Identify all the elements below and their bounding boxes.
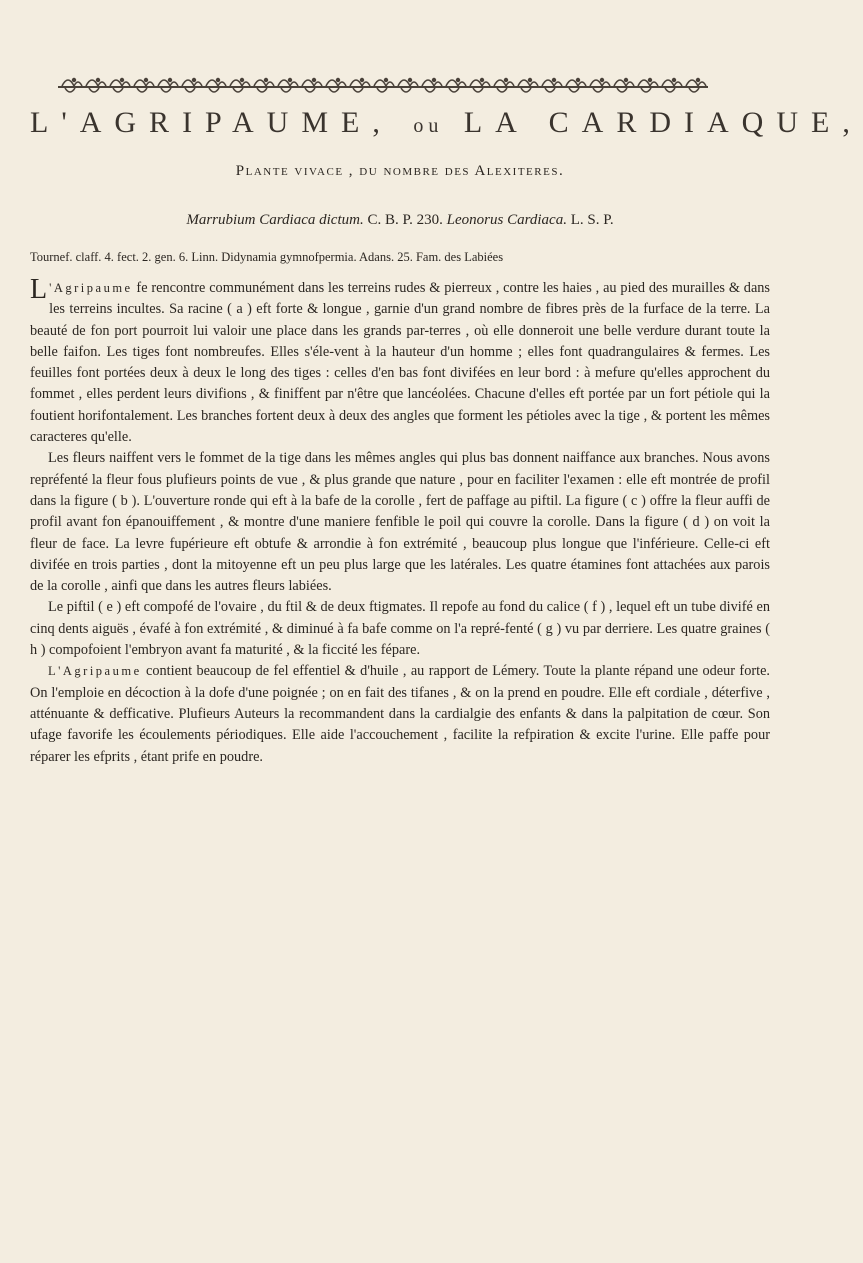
ornament-dot [696,78,700,82]
ornament-dot [528,78,532,82]
ornament-dot [600,78,604,82]
ornament-dot [312,78,316,82]
classification-line: Tournef. claff. 4. fect. 2. gen. 6. Linn. Didynamia gymnofpermia. Adans. 25. Fam. des Labiées [30,250,504,264]
lead-word: 'Agripaume [49,281,133,295]
ornament-dot [96,78,100,82]
ornament-dot [72,78,76,82]
ornament-dot [360,78,364,82]
drop-cap: L [30,274,48,305]
synonym-line [0,212,800,229]
ornament-dot [408,78,412,82]
paragraph-1 [30,274,770,448]
ornament-dot [504,78,508,82]
lead-word-2: L'Agripaume [48,664,142,679]
page-title [30,106,863,140]
ornament-dot [336,78,340,82]
ornament-dot [192,78,196,82]
body-text [30,274,770,768]
paragraph-2: Les fleurs naiffent vers le fommet de la tige dans les mêmes angles qui plus bas donnent naiffance aux branches. Nous avons repréfenté la fleur fous plufieurs points de vue , & plus grande que nature , pour en faciliter l'examen : elle eft montrée de profil dans la figure ( b ). L'ouverture ronde qui eft à la bafe de la corolle , fert de paffage au piftil. La figure ( c ) offre la fleur auffi de profil avant fon épanouiffement , & montre d'une maniere fenfible le poil qui couvre la corolle. Dans la figure ( d ) on voit la fleur de face. La levre fupérieure eft obtufe & arrondie à fon extrémité , beaucoup plus longue que l'inférieure. Celle-ci eft divifée en trois parties , dont la mitoyenne eft un peu plus large que les latérales. Les quatre étamines font attachées aux parois de la corolle , ainfi que dans les autres fleurs labiées. [30,450,770,595]
decorative-headband [58,72,708,98]
ornament-dot [144,78,148,82]
ornament-dot [120,78,124,82]
ornament-dot [264,78,268,82]
title-connector: ou [413,115,444,137]
ornament-dot [216,78,220,82]
paragraph-4 [30,661,770,767]
synonym-italic-2: Leonorus Cardiaca. [446,212,567,228]
ornament-dot [384,78,388,82]
ornament-dot [552,78,556,82]
ornament-dot [456,78,460,82]
ornament-dot [648,78,652,82]
paragraph-1-text: fe rencontre communément dans les terreins rudes & pierreux , contre les haies , au pied des murailles & dans les terreins incultes. Sa racine ( a ) eft forte & longue , garnie d'un grand nombre de fibres près de la furface de la terre. La beauté de fon port pourroit lui valoir une place dans les grands par-terres , où elle donneroit une belle verdure durant toute la belle faifon. Les tiges font nombreufes. Elles s'éle-vent à la hauteur d'un homme ; elles font quadrangulaires & fermes. Les feuilles font portées deux à deux le long des tiges : celles d'en bas font divifées en leur bord : à mefure qu'elles approchent du fommet , elles perdent leurs divifions , & finiffent par n'être que lancéolées. Chacune d'elles eft portée par un fort pétiole qui la foutient horifontalement. Les branches fortent deux à deux des angles que forment les pétioles avec la tige , & portent les mêmes caracteres qu'elle. [30,280,770,446]
ornament-dot [168,78,172,82]
ornament-dot [432,78,436,82]
ornament-dot [672,78,676,82]
ornament-dot [576,78,580,82]
title-main: L'AGRIPAUME, [30,106,393,139]
subtitle: Plante vivace , du nombre des Alexiteres. [235,163,565,179]
synonym-ref-1: C. B. P. 230. [367,212,443,228]
title-alt: LA CARDIAQUE, [463,106,863,139]
paragraph-3: Le piftil ( e ) eft compofé de l'ovaire , du ftil & de deux ftigmates. Il repofe au fond du calice ( f ) , lequel eft un tube divifé en cinq dents aiguës , évafé à fon extrémité , & diminué à fa bafe comme on l'a repré-fenté ( g ) vu par derriere. Les quatre graines ( h ) compofoient l'embryon avant fa maturité , & la ficcité les fépare. [30,599,770,659]
paragraph-4-text: contient beaucoup de fel effentiel & d'huile , au rapport de Lémery. Toute la plante répand une odeur forte. On l'emploie en décoction à la dofe d'une poignée ; on en fait des tifanes , & on la prend en poudre. Elle eft cordiale , déterfive , atténuante & defficative. Plufieurs Auteurs la recommandent dans la cardialgie des enfants & dans la palpitation de cœur. Son ufage favorife les écoulements périodiques. Elle aide l'accouchement , facilite la refpiration & excite l'urine. Elle paffe pour réparer les efprits , étant prife en poudre. [30,663,770,765]
ornament-dot [624,78,628,82]
synonym-ref-2: L. S. P. [570,212,614,228]
ornament-dot [480,78,484,82]
ornament-dot [240,78,244,82]
ornament-dot [288,78,292,82]
synonym-italic-1: Marrubium Cardiaca dictum. [186,212,364,228]
